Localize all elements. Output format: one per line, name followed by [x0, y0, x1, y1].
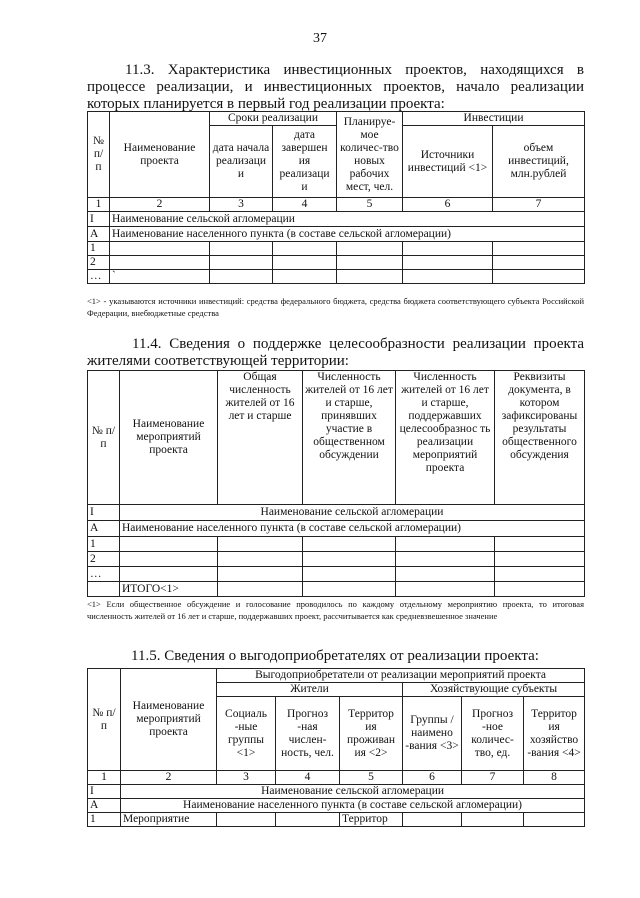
table-row	[88, 552, 585, 567]
row-number: 1	[88, 813, 121, 827]
header-economic-entities: Хозяйствующие субъекты	[403, 683, 585, 697]
section-11-4-heading: 11.4. Сведения о поддержке целесообразности реализации проекта жителями соответствующей территории:	[87, 336, 584, 369]
header-total-residents: Общая численность жителей от 16 лет и старше	[218, 371, 303, 505]
total-row	[88, 582, 585, 597]
col-number: 1	[88, 198, 110, 212]
row-number: …	[88, 567, 120, 582]
header-residents: Жители	[217, 683, 403, 697]
table-row	[88, 785, 585, 799]
row-number: А	[88, 521, 120, 537]
row-mark: `	[110, 270, 210, 284]
table-row	[88, 227, 585, 242]
header-no: № п/п	[88, 371, 120, 505]
header-supporters: Численность жителей от 16 лет и старше, поддержавших целесообразнос ть реализации мероприятий проекта	[396, 371, 495, 505]
col-number: 2	[110, 198, 210, 212]
header-investment-volume: объем инвестиций, млн.рублей	[493, 126, 585, 198]
residents-support-table	[87, 370, 585, 597]
col-number: 6	[403, 198, 493, 212]
territory-cell: Территор	[340, 813, 403, 827]
table-row	[88, 537, 585, 552]
header-participants: Численность жителей от 16 лет и старше, принявших участие в общественном обсуждении	[303, 371, 396, 505]
col-number: 7	[462, 771, 524, 785]
header-activity-name: Наименование мероприятий проекта	[120, 371, 218, 505]
header-start-date: дата начала реализаци и	[210, 126, 273, 198]
agglomeration-name-cell: Наименование сельской агломерации	[110, 212, 585, 227]
agglomeration-name-cell: Наименование сельской агломерации	[120, 505, 585, 521]
col-number: 5	[340, 771, 403, 785]
header-activity-name: Наименование мероприятий проекта	[121, 669, 217, 771]
row-number: I	[88, 785, 121, 799]
col-number: 7	[493, 198, 585, 212]
table-row	[88, 813, 585, 827]
header-document-details: Реквизиты документа, в котором зафиксированы результаты общественного обсуждения	[495, 371, 585, 505]
header-business-territory: Территор ия хозяйство -вания <4>	[524, 697, 585, 771]
row-number: 1	[88, 537, 120, 552]
agglomeration-name-cell: Наименование сельской агломерации	[121, 785, 585, 799]
beneficiaries-table	[87, 668, 585, 827]
column-numbers-row	[88, 198, 585, 212]
settlement-name-cell: Наименование населенного пункта (в составе сельской агломерации)	[110, 227, 585, 242]
col-number: 5	[337, 198, 403, 212]
col-number: 8	[524, 771, 585, 785]
header-forecast-number: Прогноз -ная числен-ность, чел.	[276, 697, 340, 771]
header-groups-names: Группы / наимено -вания <3>	[403, 697, 462, 771]
header-investments: Инвестиции	[403, 112, 585, 126]
header-no: № п/ п	[88, 112, 110, 198]
table-row	[88, 567, 585, 582]
row-number: …	[88, 270, 110, 284]
section-11-5-heading: 11.5. Сведения о выгодоприобретателях от реализации проекта:	[131, 648, 539, 664]
table-row	[88, 256, 585, 270]
table-row	[88, 242, 585, 256]
table-row	[88, 212, 585, 227]
header-residence-territory: Территор ия проживан ия <2>	[340, 697, 403, 771]
row-number: I	[88, 505, 120, 521]
col-number: 6	[403, 771, 462, 785]
total-label: ИТОГО<1>	[120, 582, 218, 597]
col-number: 3	[217, 771, 276, 785]
table-row	[88, 799, 585, 813]
column-numbers-row	[88, 771, 585, 785]
settlement-name-cell: Наименование населенного пункта (в составе сельской агломерации)	[120, 521, 585, 537]
investment-projects-table	[87, 111, 585, 284]
section-11-3-heading: 11.3. Характеристика инвестиционных проектов, находящихся в процессе реализации, и инвестиционных проектов, начало реализации которых планируется в первый год реализации проекта:	[87, 62, 584, 112]
col-number: 4	[273, 198, 337, 212]
table-row	[88, 521, 585, 537]
table-row	[88, 270, 585, 284]
settlement-name-cell: Наименование населенного пункта (в составе сельской агломерации)	[121, 799, 585, 813]
row-number: А	[88, 799, 121, 813]
section-11-4-footnote: <1> Если общественное обсуждение и голосование проводилось по каждому отдельному мероприятию проекта, то итоговая численность жителей от 16 лет и старше, поддержавших проект, рассчитывается как средневзвешенное значение	[87, 599, 584, 621]
activity-cell: Мероприятие	[121, 813, 217, 827]
col-number: 2	[121, 771, 217, 785]
header-beneficiaries: Выгодоприобретатели от реализации мероприятий проекта	[217, 669, 585, 683]
page-number: 37	[313, 31, 327, 46]
col-number: 1	[88, 771, 121, 785]
header-end-date: дата завершен ия реализаци и	[273, 126, 337, 198]
section-11-3-footnote: <1> - указываются источники инвестиций: средства федерального бюджета, средства бюджета соответствующего субъекта Российской Федерации, внебюджетные средства	[87, 296, 584, 318]
row-number: 2	[88, 552, 120, 567]
row-number: I	[88, 212, 110, 227]
header-forecast-quantity: Прогноз -ное количес-тво, ед.	[462, 697, 524, 771]
col-number: 4	[276, 771, 340, 785]
col-number: 3	[210, 198, 273, 212]
header-terms: Сроки реализации	[210, 112, 337, 126]
header-no: № п/п	[88, 669, 121, 771]
row-number: 2	[88, 256, 110, 270]
header-project-name: Наименование проекта	[110, 112, 210, 198]
row-number: 1	[88, 242, 110, 256]
header-investment-sources: Источники инвестиций <1>	[403, 126, 493, 198]
table-row	[88, 505, 585, 521]
header-social-groups: Социаль -ные группы <1>	[217, 697, 276, 771]
header-planned-jobs: Планируе-мое количес-тво новых рабочих мест, чел.	[337, 112, 403, 198]
row-number: А	[88, 227, 110, 242]
